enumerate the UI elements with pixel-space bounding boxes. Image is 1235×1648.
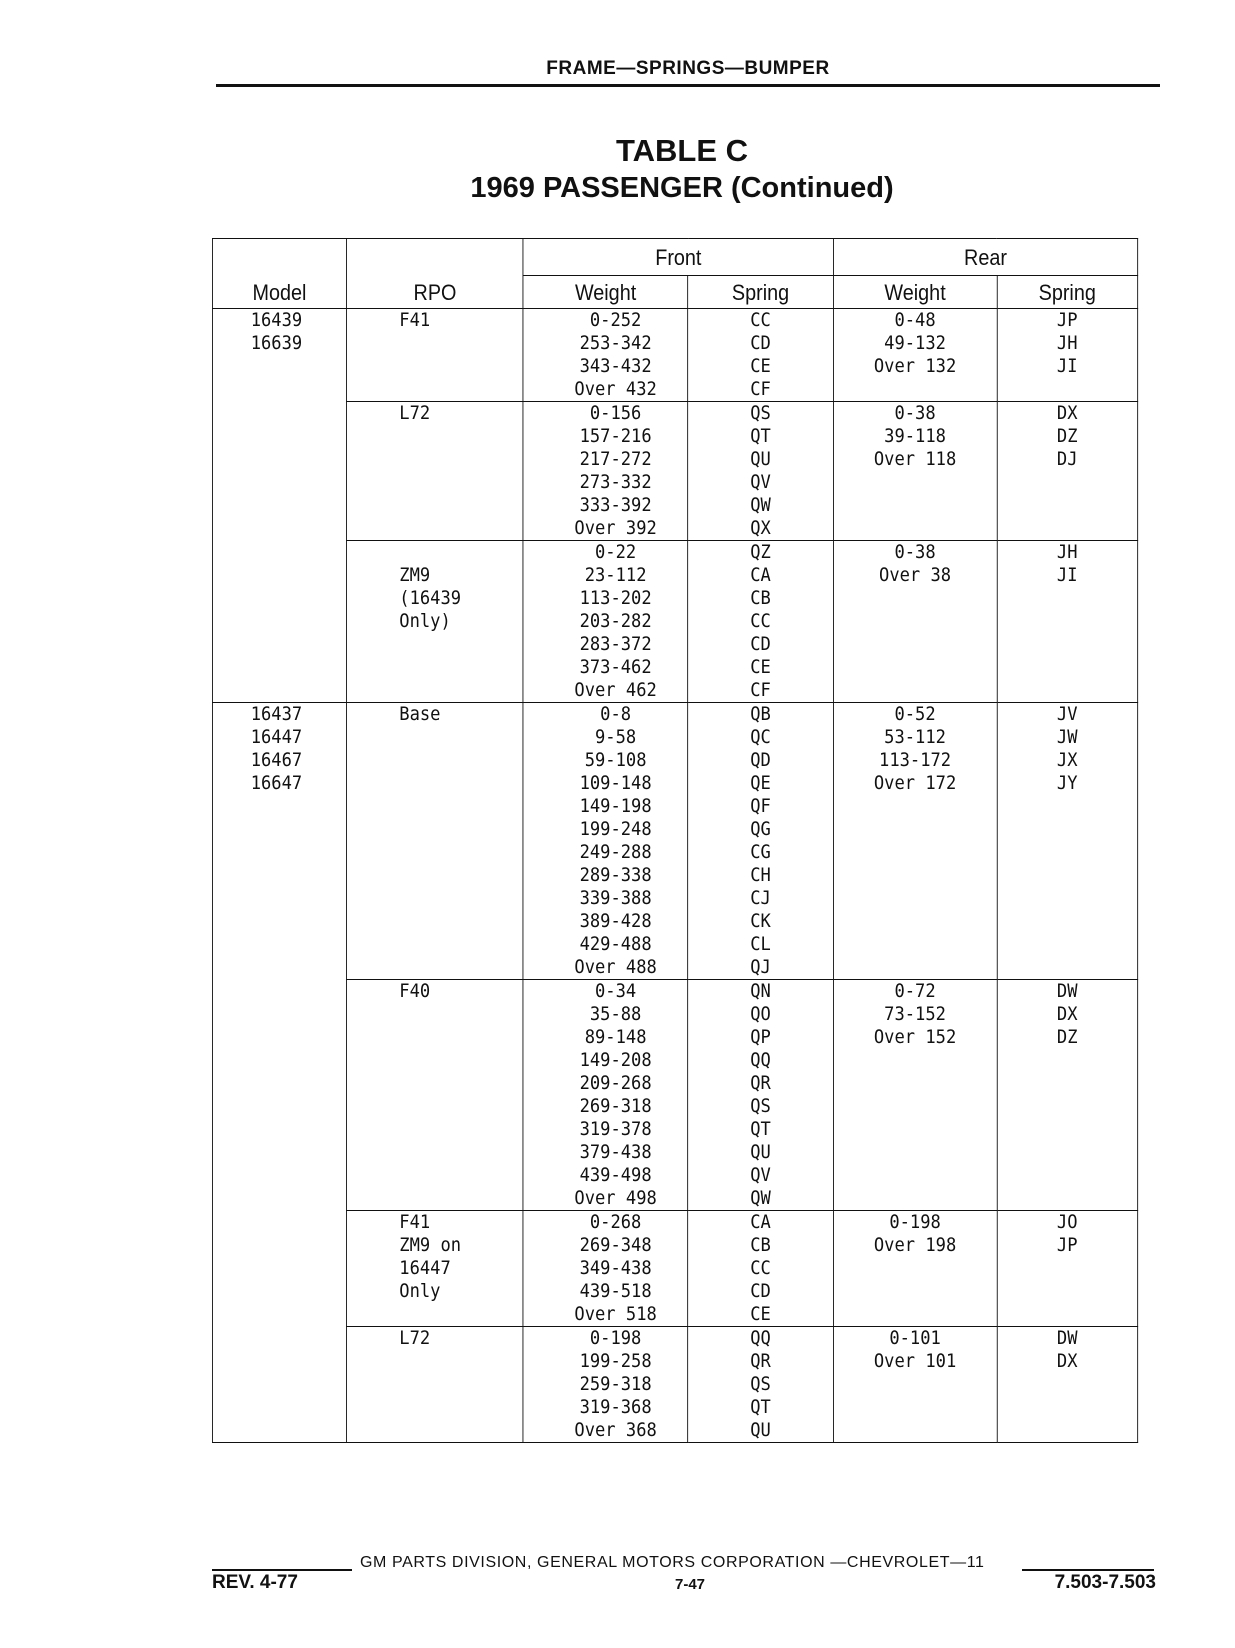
front-weight-value: 0-268 <box>589 1211 642 1233</box>
fw-cell <box>523 1327 687 1443</box>
front-weight-value: 0-156 <box>589 402 642 424</box>
header-rear-weight: Weight <box>833 276 996 309</box>
front-spring-value: CD <box>750 332 771 354</box>
rear-spring-value: DX <box>1056 1003 1078 1025</box>
footer-rule-right <box>1022 1569 1154 1571</box>
front-weight-value: 259-318 <box>579 1373 652 1395</box>
front-weight-value: 0-198 <box>589 1327 642 1349</box>
front-weight-value: 149-198 <box>579 795 652 817</box>
rear-spring-value: JO <box>1056 1211 1078 1233</box>
rear-weight-value: 113-172 <box>879 749 952 771</box>
model-number: 16437 <box>250 703 303 725</box>
front-weight-value: 253-342 <box>579 332 652 354</box>
table-subtitle: 1969 PASSENGER (Continued) <box>470 172 894 204</box>
rear-weight-value: Over 118 <box>873 448 957 470</box>
front-weight-value: 319-368 <box>579 1396 652 1418</box>
front-weight-value: 389-428 <box>579 910 652 932</box>
front-weight-value: 319-378 <box>579 1118 652 1140</box>
front-weight-value: 149-208 <box>579 1049 652 1071</box>
table-row <box>212 541 1137 703</box>
rear-spring-value: JI <box>1056 355 1078 377</box>
front-spring-value: QS <box>750 402 771 424</box>
front-weight-value: 203-282 <box>579 610 652 632</box>
rpo-cell <box>347 1211 524 1327</box>
front-weight-value: 379-438 <box>579 1141 652 1163</box>
front-spring-value: QU <box>750 1419 771 1441</box>
front-spring-value: QR <box>750 1072 771 1094</box>
fw-cell <box>523 541 687 703</box>
front-weight-value: 373-462 <box>579 656 652 678</box>
front-weight-value: 199-258 <box>579 1350 652 1372</box>
rear-spring-value: DJ <box>1056 448 1078 470</box>
front-spring-value: CA <box>750 1211 771 1233</box>
front-weight-value: 9-58 <box>595 726 637 748</box>
rw-cell <box>833 1327 996 1443</box>
rear-weight-value: 0-198 <box>889 1211 941 1233</box>
rs-cell <box>997 309 1138 402</box>
footer-rule-left <box>212 1569 352 1571</box>
rw-cell <box>833 1211 996 1327</box>
front-weight-value: 439-498 <box>579 1164 652 1186</box>
rpo-line: ZM9 <box>399 564 431 586</box>
fs-cell <box>688 1211 834 1327</box>
front-spring-value: CE <box>750 355 771 377</box>
front-spring-value: QT <box>750 1118 771 1140</box>
rear-weight-value: Over 172 <box>873 772 957 794</box>
front-spring-value: QR <box>750 1350 771 1372</box>
fs-cell <box>688 703 834 980</box>
rpo-line <box>347 541 523 564</box>
rear-weight-value: 53-112 <box>884 726 946 748</box>
table-row <box>212 980 1137 1211</box>
front-spring-value: QC <box>750 726 771 748</box>
front-weight-value: 343-432 <box>579 355 652 377</box>
front-weight-value: 109-148 <box>579 772 652 794</box>
rear-weight-value: 49-132 <box>884 332 946 354</box>
header-model: Model <box>212 239 346 309</box>
front-spring-value: QT <box>750 1396 771 1418</box>
front-spring-value: CJ <box>750 887 771 909</box>
header-front: Front <box>523 239 833 276</box>
rpo-cell <box>347 980 524 1211</box>
rs-cell <box>997 1327 1138 1443</box>
rear-weight-value: 0-72 <box>894 980 936 1002</box>
front-weight-value: Over 462 <box>574 679 657 701</box>
header-front-spring: Spring <box>688 276 834 309</box>
front-spring-value: QJ <box>750 956 771 978</box>
model-number: 16647 <box>250 772 303 794</box>
rear-spring-value: DW <box>1056 1327 1078 1349</box>
front-weight-value: 333-392 <box>579 494 652 516</box>
table-row <box>212 703 1137 980</box>
front-spring-value: CC <box>750 610 771 632</box>
rear-spring-value: DX <box>1056 402 1078 424</box>
front-spring-value: QW <box>750 1187 771 1209</box>
rw-cell <box>833 541 996 703</box>
rpo-cell <box>347 402 524 541</box>
front-weight-value: 217-272 <box>579 448 652 470</box>
fw-cell <box>523 402 687 541</box>
footer-publisher: GM PARTS DIVISION, GENERAL MOTORS CORPORATION —CHEVROLET—11 <box>360 1554 985 1571</box>
front-weight-value: 0-252 <box>589 309 642 331</box>
front-spring-value: CE <box>750 1303 771 1325</box>
front-spring-value: QP <box>750 1026 771 1048</box>
footer-revision: REV. 4-77 <box>212 1572 298 1593</box>
rear-spring-value: DZ <box>1056 425 1078 447</box>
front-weight-value: 23-112 <box>584 564 647 586</box>
rear-spring-value: JP <box>1056 309 1078 331</box>
front-weight-value: 269-318 <box>579 1095 652 1117</box>
front-spring-value: QG <box>750 818 771 840</box>
header-front-weight: Weight <box>523 276 687 309</box>
rear-spring-value: JW <box>1056 726 1078 748</box>
front-spring-value: CG <box>750 841 771 863</box>
fs-cell <box>688 1327 834 1443</box>
fw-cell <box>523 1211 687 1327</box>
front-spring-value: CH <box>750 864 771 886</box>
front-spring-value: QE <box>750 772 771 794</box>
rear-weight-value: 73-152 <box>884 1003 946 1025</box>
front-spring-value: CA <box>750 564 771 586</box>
rpo-line: ZM9 on <box>399 1234 462 1256</box>
rear-spring-value: JH <box>1056 541 1078 563</box>
header-rear-spring: Spring <box>997 276 1138 309</box>
front-spring-value: QX <box>750 517 771 539</box>
rear-weight-value: Over 152 <box>873 1026 957 1048</box>
rs-cell <box>997 1211 1138 1327</box>
rs-cell <box>997 703 1138 980</box>
front-weight-value: 199-248 <box>579 818 652 840</box>
front-weight-value: 35-88 <box>589 1003 642 1025</box>
front-spring-value: CD <box>750 1280 771 1302</box>
front-spring-value: CB <box>750 1234 771 1256</box>
rs-cell <box>997 541 1138 703</box>
rpo-line: F41 <box>399 1211 431 1233</box>
rear-spring-value: JH <box>1056 332 1078 354</box>
front-spring-value: CC <box>750 1257 771 1279</box>
rear-weight-value: Over 38 <box>879 564 952 586</box>
rpo-cell <box>347 703 524 980</box>
front-spring-value: QQ <box>750 1327 771 1349</box>
rpo-line: 16447 <box>399 1257 451 1279</box>
section-header: FRAME—SPRINGS—BUMPER <box>546 58 830 79</box>
rpo-cell <box>347 1327 524 1443</box>
fw-cell <box>523 309 687 402</box>
front-spring-value: CD <box>750 633 771 655</box>
rs-cell <box>997 402 1138 541</box>
header-rear: Rear <box>833 239 1137 276</box>
header-rpo: RPO <box>347 239 524 309</box>
front-weight-value: 349-438 <box>579 1257 652 1279</box>
front-spring-value: QT <box>750 425 771 447</box>
rpo-line: L72 <box>399 402 431 424</box>
spring-spec-table <box>212 238 1138 1443</box>
rear-weight-value: Over 101 <box>873 1350 957 1372</box>
table-row <box>212 309 1137 402</box>
front-weight-value: Over 368 <box>574 1419 657 1441</box>
rear-spring-value: JV <box>1056 703 1078 725</box>
rear-spring-value: JI <box>1056 564 1078 586</box>
front-weight-value: 89-148 <box>584 1026 647 1048</box>
front-weight-value: 0-8 <box>600 703 632 725</box>
rear-weight-value: Over 132 <box>873 355 957 377</box>
front-spring-value: QQ <box>750 1049 771 1071</box>
front-spring-value: QS <box>750 1095 771 1117</box>
rear-weight-value: 0-48 <box>894 309 936 331</box>
model-number: 16439 <box>250 309 303 331</box>
front-spring-value: CF <box>750 378 771 400</box>
front-weight-value: 283-372 <box>579 633 652 655</box>
rear-spring-value: JP <box>1056 1234 1078 1256</box>
front-spring-value: CB <box>750 587 771 609</box>
rear-weight-value: 0-101 <box>889 1327 941 1349</box>
model-cell <box>212 703 346 1443</box>
front-weight-value: 289-338 <box>579 864 652 886</box>
front-spring-value: QN <box>750 980 771 1002</box>
front-spring-value: QF <box>750 795 771 817</box>
rear-spring-value: DW <box>1056 980 1078 1002</box>
rw-cell <box>833 703 996 980</box>
front-weight-value: 113-202 <box>579 587 652 609</box>
header-rule <box>216 84 1160 87</box>
model-number: 16467 <box>250 749 303 771</box>
front-spring-value: CE <box>750 656 771 678</box>
rpo-line: F41 <box>399 309 431 331</box>
rear-weight-value: 39-118 <box>884 425 946 447</box>
table-row <box>212 402 1137 541</box>
front-weight-value: Over 432 <box>574 378 657 400</box>
front-spring-value: CF <box>750 679 771 701</box>
front-weight-value: 439-518 <box>579 1280 652 1302</box>
front-spring-value: QB <box>750 703 771 725</box>
front-spring-value: CC <box>750 309 771 331</box>
model-number: 16639 <box>250 332 303 354</box>
rear-weight-value: 0-52 <box>894 703 936 725</box>
page-number: 7-47 <box>674 1576 706 1593</box>
rear-spring-value: DX <box>1056 1350 1078 1372</box>
rear-weight-value: 0-38 <box>894 402 936 424</box>
front-spring-value: QO <box>750 1003 771 1025</box>
rpo-cell <box>347 309 524 402</box>
front-weight-value: 339-388 <box>579 887 652 909</box>
front-weight-value: 0-34 <box>595 980 637 1002</box>
table-row <box>212 1211 1137 1327</box>
front-spring-value: QU <box>750 448 771 470</box>
front-spring-value: QW <box>750 494 771 516</box>
front-weight-value: 273-332 <box>579 471 652 493</box>
fs-cell <box>688 402 834 541</box>
front-spring-value: CL <box>750 933 771 955</box>
front-weight-value: 249-288 <box>579 841 652 863</box>
table-row <box>212 1327 1137 1443</box>
front-weight-value: 269-348 <box>579 1234 652 1256</box>
table-body <box>212 309 1137 1443</box>
rs-cell <box>997 980 1138 1211</box>
front-weight-value: 157-216 <box>579 425 652 447</box>
front-weight-value: Over 488 <box>574 956 657 978</box>
rear-spring-value: DZ <box>1056 1026 1078 1048</box>
rear-spring-value: JX <box>1056 749 1078 771</box>
front-weight-value: 209-268 <box>579 1072 652 1094</box>
rpo-line: (16439 <box>399 587 462 609</box>
rear-spring-value: JY <box>1056 772 1078 794</box>
front-spring-value: QV <box>750 471 771 493</box>
rpo-line: L72 <box>399 1327 431 1349</box>
rpo-line: Base <box>399 703 441 725</box>
rpo-line: F40 <box>399 980 431 1002</box>
front-weight-value: Over 392 <box>574 517 657 539</box>
rpo-line: Only <box>399 1280 441 1302</box>
front-spring-value: QS <box>750 1373 771 1395</box>
fw-cell <box>523 980 687 1211</box>
rear-weight-value: Over 198 <box>873 1234 957 1256</box>
fw-cell <box>523 703 687 980</box>
front-spring-value: QD <box>750 749 771 771</box>
footer-reference: 7.503-7.503 <box>1054 1572 1156 1593</box>
fs-cell <box>688 980 834 1211</box>
rpo-line: Only) <box>399 610 451 632</box>
rw-cell <box>833 980 996 1211</box>
rw-cell <box>833 309 996 402</box>
front-spring-value: QZ <box>750 541 771 563</box>
rw-cell <box>833 402 996 541</box>
rear-weight-value: 0-38 <box>894 541 936 563</box>
front-weight-value: 59-108 <box>584 749 647 771</box>
fs-cell <box>688 309 834 402</box>
fs-cell <box>688 541 834 703</box>
model-cell <box>212 309 346 703</box>
front-spring-value: QU <box>750 1141 771 1163</box>
front-spring-value: QV <box>750 1164 771 1186</box>
front-spring-value: CK <box>750 910 771 932</box>
front-weight-value: 429-488 <box>579 933 652 955</box>
front-weight-value: Over 518 <box>574 1303 657 1325</box>
rpo-cell <box>347 541 524 703</box>
front-weight-value: Over 498 <box>574 1187 657 1209</box>
table-title: TABLE C <box>615 133 749 168</box>
model-number: 16447 <box>250 726 303 748</box>
front-weight-value: 0-22 <box>595 541 637 563</box>
